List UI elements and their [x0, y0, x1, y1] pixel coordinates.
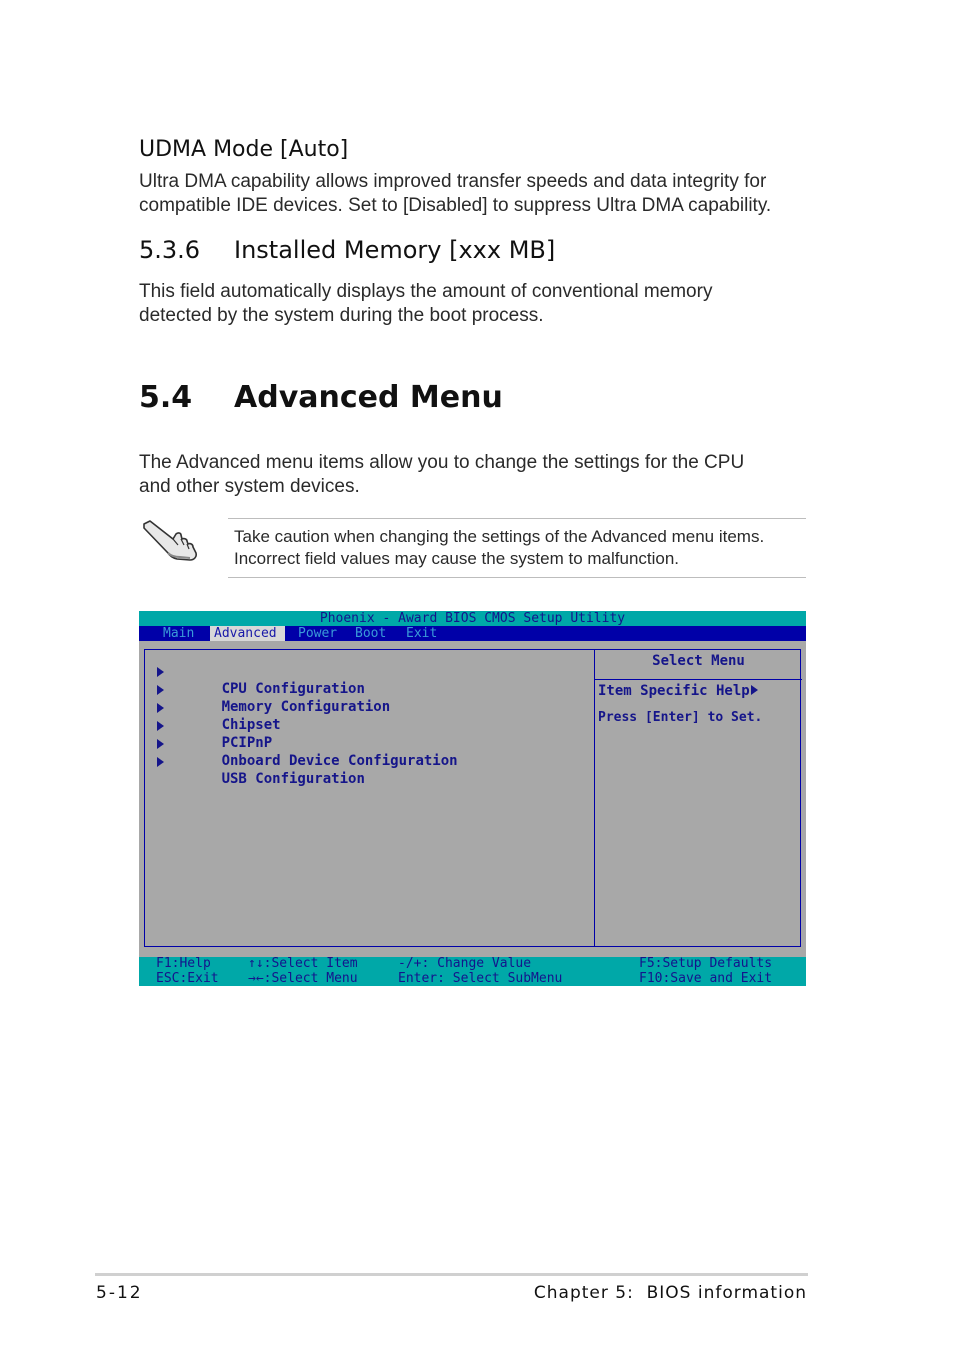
installed-memory-description — [139, 280, 712, 328]
bios-item-usb-configuration[interactable]: USB Configuration — [171, 752, 365, 806]
bios-item-onboard-device-configuration[interactable]: Onboard Device Configuration — [171, 734, 458, 788]
bios-menu-main[interactable]: Main — [163, 626, 195, 641]
bios-item-chipset[interactable]: Chipset — [171, 698, 281, 752]
submenu-arrow-icon — [157, 757, 164, 767]
bios-content-panel — [144, 649, 801, 947]
submenu-arrow-icon — [157, 721, 164, 731]
memory-text-line-2: detected by the system during the boot process. — [139, 305, 544, 326]
note-line-2: Incorrect field values may cause the system to malfunction. — [234, 549, 680, 568]
udma-text-line-1: Ultra DMA capability allows improved transfer speeds and data integrity for — [139, 171, 767, 192]
section-title: Advanced Menu — [234, 380, 503, 415]
bios-menu-advanced[interactable]: Advanced — [210, 626, 285, 641]
help-text: Press [Enter] to Set. — [598, 710, 763, 725]
udma-text-line-2: compatible IDE devices. Set to [Disabled] to suppress Ultra DMA capability. — [139, 195, 772, 216]
udma-mode-heading: UDMA Mode [Auto] — [139, 137, 349, 162]
hand-pointer-icon — [140, 512, 200, 562]
bios-item-memory-configuration[interactable]: Memory Configuration — [171, 680, 390, 734]
bios-menu-exit[interactable]: Exit — [406, 626, 438, 641]
bios-screenshot — [139, 611, 806, 986]
bios-menu-bar — [139, 626, 806, 641]
help-arrow-icon — [751, 685, 758, 695]
advanced-menu-description — [139, 451, 744, 499]
caution-note — [228, 518, 806, 578]
section-number: 5.4 — [139, 380, 193, 415]
section-number: 5.3.6 — [139, 236, 201, 264]
advanced-text-line-2: and other system devices. — [139, 476, 360, 497]
bios-item-pcipnp[interactable]: PCIPnP — [171, 716, 272, 770]
submenu-arrow-icon — [157, 703, 164, 713]
panel-divider — [594, 650, 595, 946]
section-title: Installed Memory [xxx MB] — [234, 236, 556, 264]
udma-mode-description — [139, 170, 771, 218]
bios-key-legend — [139, 957, 806, 986]
key-f1-help: F1:Help — [156, 956, 211, 971]
submenu-arrow-icon — [157, 667, 164, 677]
note-line-1: Take caution when changing the settings of the Advanced menu items. — [234, 527, 765, 546]
chapter-label: Chapter 5: BIOS information — [533, 1283, 807, 1303]
help-separator — [595, 679, 802, 680]
bios-menu-power[interactable]: Power — [298, 626, 338, 641]
submenu-arrow-icon — [157, 685, 164, 695]
bios-menu-boot[interactable]: Boot — [355, 626, 387, 641]
advanced-text-line-1: The Advanced menu items allow you to change the settings for the CPU — [139, 452, 745, 473]
key-select-submenu: Enter: Select SubMenu — [398, 970, 563, 986]
advanced-menu-heading — [139, 380, 503, 415]
bios-item-cpu-configuration[interactable]: CPU Configuration — [171, 662, 365, 716]
installed-memory-heading — [139, 236, 555, 264]
item-specific-help: Item Specific Help — [598, 683, 758, 699]
page-number: 5-12 — [96, 1283, 143, 1303]
footer-rule — [95, 1273, 808, 1276]
help-panel-title: Select Menu — [652, 653, 745, 669]
key-change-value: -/+: Change Value — [398, 956, 532, 971]
key-f10-save-exit: F10:Save and Exit — [639, 970, 773, 986]
memory-text-line-1: This field automatically displays the amount of conventional memory — [139, 281, 713, 302]
key-select-menu: →←:Select Menu — [248, 970, 358, 986]
submenu-arrow-icon — [157, 739, 164, 749]
key-f5-setup-defaults: F5:Setup Defaults — [639, 956, 773, 971]
key-esc-exit: ESC:Exit — [156, 970, 219, 986]
key-select-item: ↑↓:Select Item — [248, 956, 358, 971]
bios-title-bar: Phoenix - Award BIOS CMOS Setup Utility — [139, 611, 806, 626]
